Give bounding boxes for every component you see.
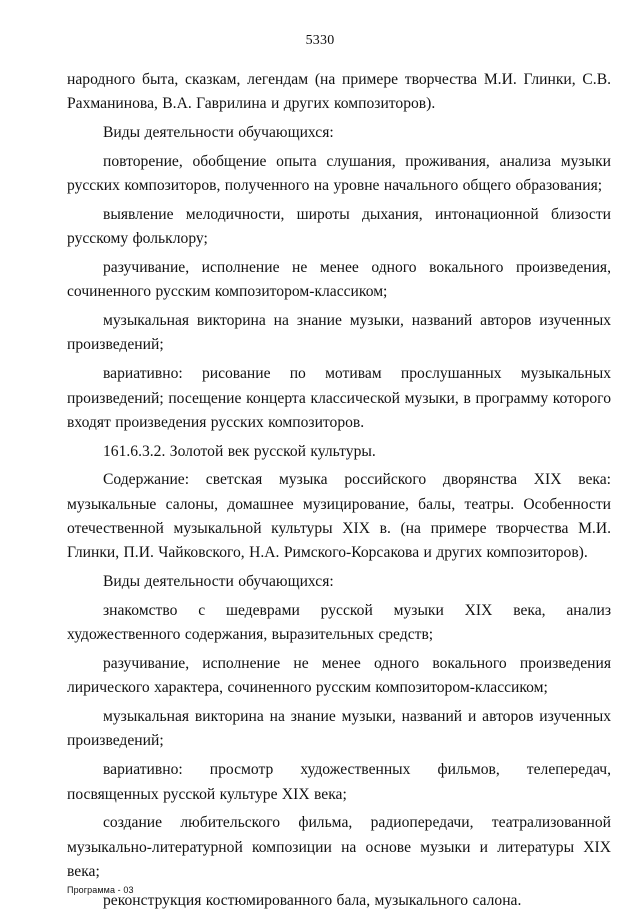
paragraph-activities-heading: Виды деятельности обучающихся:	[103, 124, 334, 142]
paragraph-activity-optional-drawing: вариативно: рисование по мотивам прослушанных музыкальных произведений; посещение концерта классической музыки, в программу которого входят произведения русских композиторов.	[67, 365, 611, 431]
paragraph-content: Содержание: светская музыка российского дворянства XIX века: музыкальные салоны, домашнее музицирование, балы, театры. Особенности отечественной музыкальной культуры XIX в. (на примере творчества М.И. Глинки, П.И. Чайковского, Н.А. Римского-Корсакова и других композиторов).	[67, 471, 611, 562]
paragraph-activities-heading-2: Виды деятельности обучающихся:	[103, 573, 334, 591]
paragraph-activity-quiz-2: музыкальная викторина на знание музыки, названий и авторов изученных произведений;	[67, 708, 611, 750]
paragraph-continuation: народного быта, сказкам, легендам (на примере творчества М.И. Глинки, С.В. Рахманинова, В.А. Гаврилина и других композиторов).	[67, 71, 611, 113]
paragraph-activity-costume-ball: реконструкция костюмированного бала, музыкального салона.	[103, 891, 522, 909]
paragraph-activity-masterpieces: знакомство с шедеврами русской музыки XIX века, анализ художественного содержания, выразительных средств;	[67, 601, 611, 644]
section-heading-golden-age: 161.6.3.2. Золотой век русской культуры.	[103, 442, 376, 460]
paragraph-activity-learning-vocal: разучивание, исполнение не менее одного вокального произведения, сочиненного русским композитором-классиком;	[67, 259, 611, 301]
footer-program-label: Программа - 03	[67, 885, 134, 895]
paragraph-activity-optional-films: вариативно: просмотр художественных фильмов, телепередач, посвященных русской культуре XIX века;	[67, 761, 611, 803]
document-body	[67, 68, 611, 918]
page-number: 5330	[305, 33, 335, 48]
paragraph-activity-amateur-film: создание любительского фильма, радиопередачи, театрализованной музыкально-литературной композиции на основе музыки и литературы XIX века;	[67, 814, 611, 880]
paragraph-activity-melodiousness: выявление мелодичности, широты дыхания, интонационной близости русскому фольклору;	[67, 205, 611, 248]
paragraph-activity-learning-lyrical: разучивание, исполнение не менее одного вокального произведения лирического характера, сочиненного русским композитором-классиком;	[67, 655, 611, 697]
paragraph-activity-quiz: музыкальная викторина на знание музыки, названий авторов изученных произведений;	[67, 312, 611, 354]
paragraph-activity-repetition: повторение, обобщение опыта слушания, проживания, анализа музыки русских композиторов, полученного на уровне начального общего образования;	[67, 152, 611, 195]
